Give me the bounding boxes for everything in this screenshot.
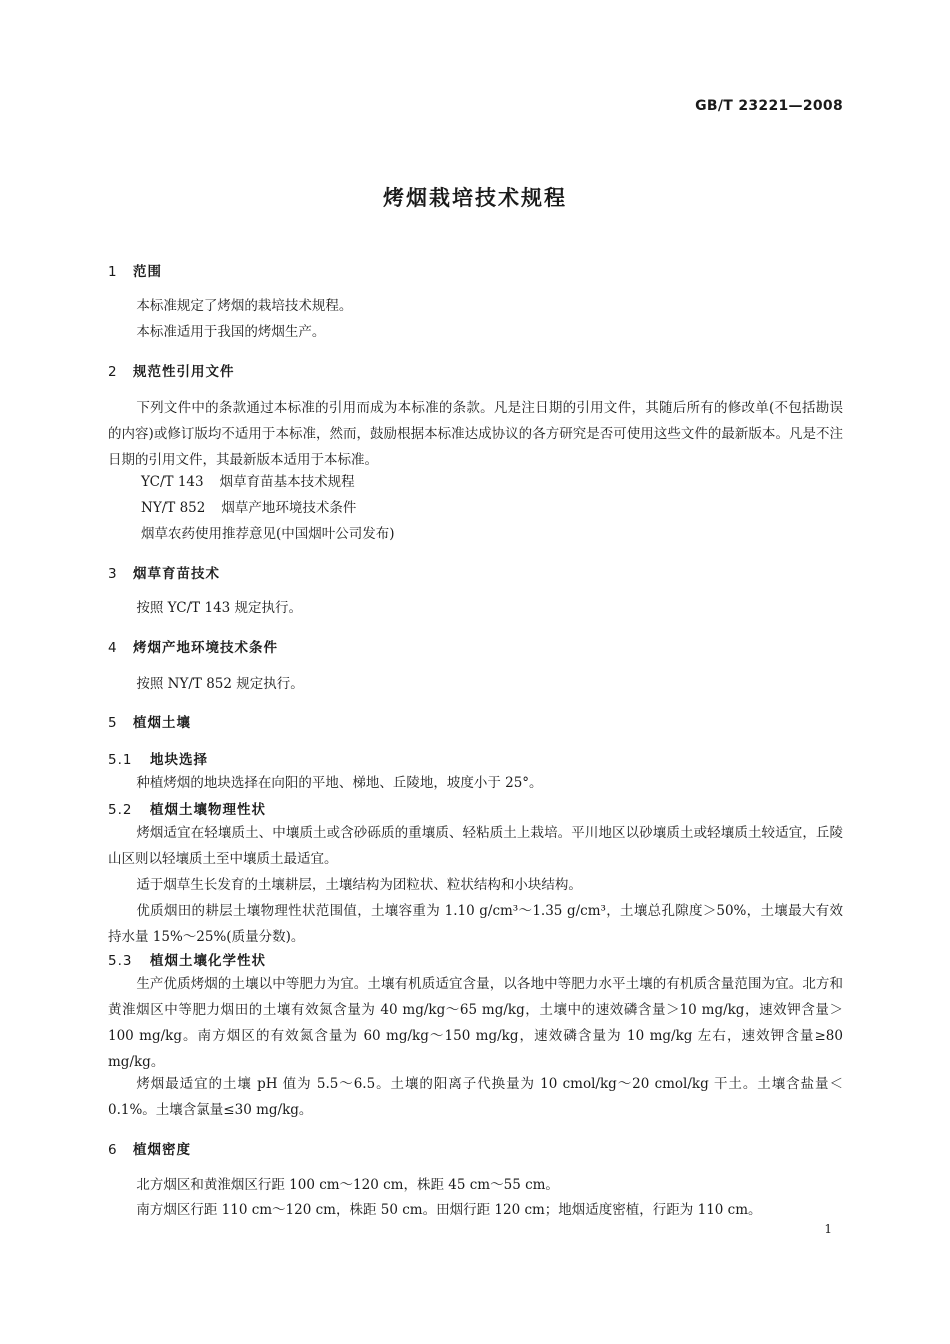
- paragraph: 优质烟田的耕层土壤物理性状范围值，土壤容重为 1.10 g/cm³～1.35 g/cm³，土壤总孔隙度＞50%，土壤最大有效持水量 15%～25%(质量分数)。: [108, 903, 843, 945]
- subsection-5-3-heading: [108, 949, 266, 969]
- section-3-heading: [108, 562, 220, 582]
- section-number: 3: [108, 566, 118, 582]
- section-number: 5: [108, 715, 118, 731]
- paragraph: 南方烟区行距 110 cm～120 cm，株距 50 cm。田烟行距 120 cm；地烟适度密植，行距为 110 cm。: [136, 1202, 762, 1218]
- subsection-number: 5.1: [108, 752, 133, 768]
- paragraph: 本标准适用于我国的烤烟生产。: [136, 324, 326, 340]
- paragraph: 本标准规定了烤烟的栽培技术规程。: [136, 298, 353, 314]
- paragraph: 生产优质烤烟的土壤以中等肥力为宜。土壤有机质适宜含量，以各地中等肥力水平土壤的有机质含量范围为宜。北方和黄淮烟区中等肥力烟田的土壤有效氮含量为 40 mg/kg～65 mg/kg，土壤中的速效磷含量＞10 mg/kg，速效钾含量＞100 mg/kg。南方烟区的有效氮含量为 60 mg/kg～150 mg/kg，速效磷含量为 10 mg/kg 左右，速效钾含量≥80 mg/kg。: [108, 976, 843, 1070]
- paragraph: 按照 NY/T 852 规定执行。: [136, 676, 304, 692]
- section-number: 6: [108, 1142, 118, 1158]
- paragraph: 烤烟适宜在轻壤质土、中壤质土或含砂砾质的重壤质、轻粘质土上栽培。平川地区以砂壤质土或轻壤质土较适宜，丘陵山区则以轻壤质土至中壤质土最适宜。: [108, 825, 843, 867]
- subsection-title: 地块选择: [150, 752, 208, 768]
- section-6-heading: [108, 1138, 191, 1158]
- subsection-title: 植烟土壤物理性状: [150, 802, 266, 818]
- section-4-heading: [108, 636, 278, 656]
- section-title: 烤烟产地环境技术条件: [133, 640, 278, 656]
- reference-name: 烟草产地环境技术条件: [221, 500, 357, 516]
- standard-code: GB/T 23221—2008: [695, 98, 843, 114]
- section-number: 2: [108, 364, 118, 380]
- reference-code: NY/T 852: [141, 500, 206, 516]
- subsection-5-1-heading: [108, 748, 208, 768]
- reference-item: [141, 495, 356, 521]
- reference-item: [141, 469, 355, 495]
- subsection-title: 植烟土壤化学性状: [150, 953, 266, 969]
- paragraph: 适于烟草生长发育的土壤耕层，土壤结构为团粒状、粒状结构和小块结构。: [136, 877, 582, 893]
- paragraph: 北方烟区和黄淮烟区行距 100 cm～120 cm，株距 45 cm～55 cm。: [136, 1177, 559, 1193]
- subsection-number: 5.2: [108, 802, 133, 818]
- section-5-heading: [108, 711, 191, 731]
- subsection-number: 5.3: [108, 953, 133, 969]
- paragraph: 按照 YC/T 143 规定执行。: [136, 600, 303, 616]
- section-number: 4: [108, 640, 118, 656]
- section-1-heading: [108, 260, 162, 280]
- section-title: 植烟密度: [133, 1142, 191, 1158]
- section-2-heading: [108, 360, 235, 380]
- section-title: 烟草育苗技术: [133, 566, 220, 582]
- page-number: 1: [824, 1222, 832, 1236]
- paragraph: 种植烤烟的地块选择在向阳的平地、梯地、丘陵地，坡度小于 25°。: [136, 775, 543, 791]
- section-title: 规范性引用文件: [133, 364, 235, 380]
- paragraph: 烤烟最适宜的土壤 pH 值为 5.5～6.5。土壤的阳离子代换量为 10 cmol/kg～20 cmol/kg 干土。土壤含盐量＜0.1%。土壤含氯量≤30 mg/kg。: [108, 1076, 843, 1118]
- document-title: 烤烟栽培技术规程: [383, 186, 567, 210]
- paragraph: 下列文件中的条款通过本标准的引用而成为本标准的条款。凡是注日期的引用文件，其随后所有的修改单(不包括勘误的内容)或修订版均不适用于本标准，然而，鼓励根据本标准达成协议的各方研究是否可使用这些文件的最新版本。凡是不注日期的引用文件，其最新版本适用于本标准。: [108, 400, 843, 468]
- subsection-5-2-heading: [108, 798, 266, 818]
- reference-item: 烟草农药使用推荐意见(中国烟叶公司发布): [141, 526, 395, 542]
- reference-name: 烟草育苗基本技术规程: [219, 474, 355, 490]
- section-title: 植烟土壤: [133, 715, 191, 731]
- section-number: 1: [108, 264, 118, 280]
- reference-code: YC/T 143: [141, 474, 204, 490]
- section-title: 范围: [133, 264, 162, 280]
